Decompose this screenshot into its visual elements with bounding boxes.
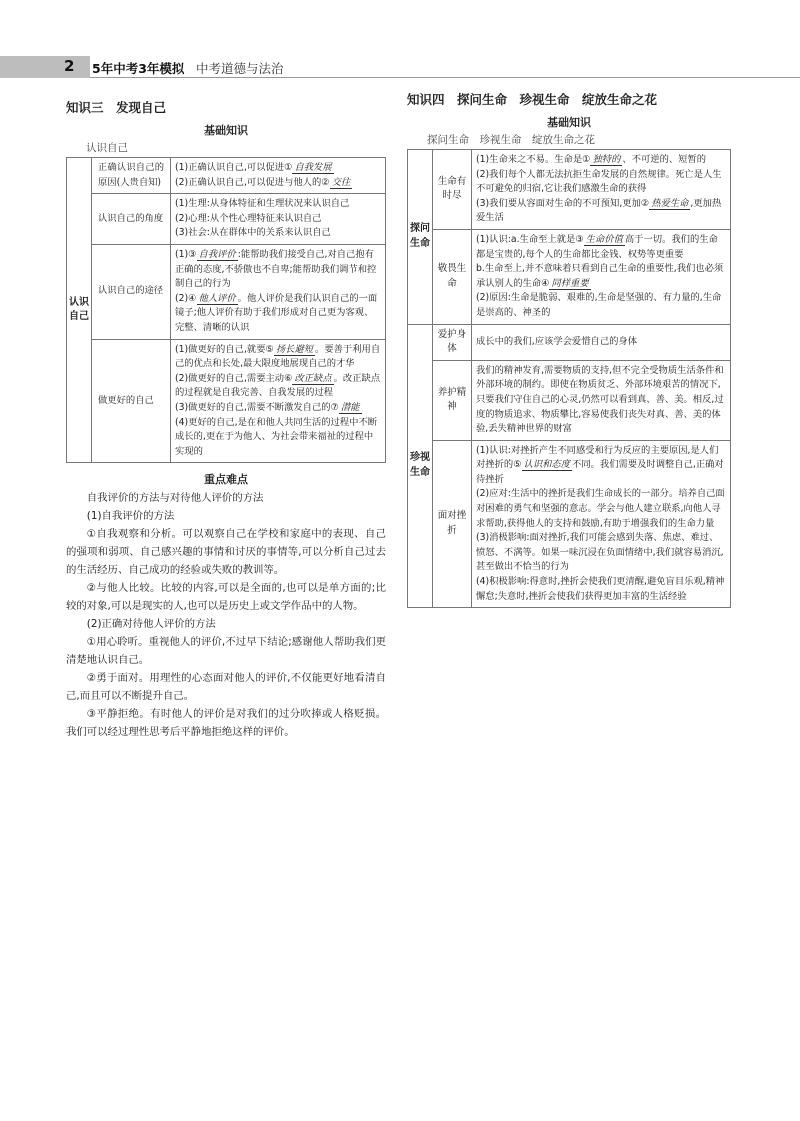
paragraph: ①自我观察和分析。可以观察自己在学校和家庭中的表现、自己的强项和弱项、自己感兴趣的事情和讨厌的事情等,可以分析自己过去的生活经历、自己成功的经验或失败的教训等。	[66, 528, 386, 577]
content-line: (1)生理:从身体特征和生理状况来认识自己	[175, 198, 350, 210]
row-label: 认识自己的途径	[92, 244, 171, 339]
paragraph: ③平静拒绝。有时他人的评价是对我们的过分吹捧或人格贬损。我们可以经过理性思考后平静地拒绝这样的评价。	[66, 708, 386, 739]
table-row	[67, 158, 386, 194]
table-row	[408, 360, 731, 440]
basic-knowledge-heading: 基础知识	[547, 116, 591, 129]
row-label: 生命有时尽	[433, 150, 472, 230]
content-line: (4)更好的自己,是在和他人共同生活的过程中不断成长的,更在于为他人、为社会带来福祉的过程中实现的	[175, 416, 378, 457]
content-line: (2)正确认识自己,可以促进与他人的② 交往	[175, 176, 351, 188]
header-rule	[90, 77, 800, 78]
content-line: (2)④ 他人评价 。他人评价是我们认识自己的一面镜子;他人评价有助于我们形成对自己更为客观、完整、清晰的认识	[175, 292, 378, 333]
paragraph: ①用心聆听。重视他人的评价,不过早下结论;感谢他人帮助我们更清楚地认识自己。	[66, 636, 386, 667]
table-row	[67, 339, 386, 463]
content-line: (1)做更好的自己,就要⑤ 扬长避短 。要善于利用自己的优点和长处,最大限度地展现自己的才华	[175, 343, 381, 370]
group-label: 探问生命	[408, 150, 433, 325]
answer-blank: 同样重要	[551, 277, 589, 289]
content-line: (1)正确认识自己,可以促进① 自我发展	[175, 162, 332, 173]
table-row	[408, 150, 731, 230]
row-content	[472, 324, 731, 360]
row-content	[472, 440, 731, 608]
basic-knowledge-heading: 基础知识	[204, 124, 248, 137]
answer-blank: 生命价值	[585, 233, 623, 245]
topic-trail: 认识自己	[86, 142, 128, 154]
answer-blank: 热爱生命	[651, 197, 689, 209]
row-label: 正确认识自己的原因(人贵自知)	[92, 158, 171, 194]
content-line: (2)应对:生活中的挫折是我们生命成长的一部分。培养自己面对困难的勇气和坚强的意志。学会与他人建立联系,向他人寻求帮助,获得他人的支持和鼓励,有助于增强我们的生命力量	[476, 488, 725, 529]
header-bar	[0, 56, 90, 78]
content-line: (4)积极影响:得意时,挫折会使我们更清醒,避免盲目乐观,精神懈怠;失意时,挫折会使我们获得更加丰富的生活经验	[476, 576, 725, 602]
row-label: 敬畏生命	[433, 229, 472, 324]
answer-blank: 他人评价	[198, 292, 236, 304]
right-column	[407, 90, 731, 608]
content-line: 我们的精神发育,需要物质的支持,但不完全受物质生活条件和外部环境的制约。即使在物质贫乏、外部环境艰苦的情况下,只要我们守住自己的心灵,仍然可以看到真、善、美。相反,过度的物质追求、物质攀比,容易使我们丧失对真、善、美的体验,丢失精神世界的财富	[476, 364, 724, 435]
row-label: 爱护身体	[433, 324, 472, 360]
table-row	[67, 194, 386, 245]
group-label: 珍视生命	[408, 324, 433, 608]
row-content	[171, 158, 386, 194]
answer-blank: 独特的	[592, 154, 621, 165]
section-title: 知识三 发现自己	[66, 100, 167, 115]
page-header	[0, 56, 800, 78]
left-column	[66, 98, 386, 741]
row-label: 认识自己的角度	[92, 194, 171, 245]
row-label: 面对挫折	[433, 440, 472, 608]
row-label: 做更好的自己	[92, 339, 171, 463]
book-subject: 中考道德与法治	[196, 61, 284, 76]
content-line: (1)认识:对挫折产生不同感受和行为反应的主要原因,是人们对挫折的⑤ 认识和态度 不同。我们需要及时调整自己,正确对待挫折	[476, 444, 724, 485]
book-brand: 5年中考3年模拟	[92, 61, 185, 76]
content-line: (2)我们每个人都无法抗拒生命发展的自然规律。死亡是人生不可避免的归宿,它让我们感激生命的获得	[476, 168, 722, 195]
key-points-body	[66, 489, 386, 741]
table-row	[408, 440, 731, 608]
row-content	[472, 229, 731, 324]
paragraph: ②与他人比较。比较的内容,可以是全面的,也可以是单方面的;比较的对象,可以是现实的人,也可以是历史上或文学作品中的人物。	[66, 582, 386, 613]
content-line: (3)我们要从容面对生命的不可预知,更加② 热爱生命 ,更加热爱生活	[476, 197, 722, 224]
content-line: (1)生命来之不易。生命是① 独特的 、不可逆的、短暂的	[476, 154, 707, 165]
row-content	[472, 150, 731, 230]
content-line: (2)做更好的自己,需要主动⑥ 改正缺点 。改正缺点的过程就是自我完善、自我发展的过程	[175, 372, 381, 399]
key-points-heading: 重点难点	[204, 473, 248, 487]
paragraph: ②勇于面对。用理性的心态面对他人的评价,不仅能更好地看清自己,而且可以不断提升自己。	[66, 672, 386, 703]
answer-blank: 自我发展	[294, 162, 332, 173]
answer-blank: 扬长避短	[275, 343, 314, 355]
knowledge-table	[66, 157, 386, 463]
table-row	[67, 244, 386, 339]
row-content	[171, 194, 386, 245]
group-label: 认识自己	[67, 158, 92, 463]
knowledge-table	[407, 149, 731, 608]
row-content	[171, 339, 386, 463]
content-line: b.生命至上,并不意味着只看到自己生命的重要性,我们也必须承认别人的生命④ 同样重要	[476, 263, 724, 289]
section-title: 知识四 探问生命 珍视生命 绽放生命之花	[407, 92, 658, 107]
paragraph: (2)正确对待他人评价的方法	[86, 618, 216, 631]
content-line: (3)消极影响:面对挫折,我们可能会感到失落、焦虑、难过、愤怒、不满等。如果一味沉浸在负面情绪中,我们就容易消沉,甚至做出不恰当的行为	[476, 532, 724, 573]
content-line: (2)原因:生命是脆弱、艰难的,生命是坚强的、有力量的,生命是崇高的、神圣的	[476, 292, 722, 318]
page-number: 2	[64, 57, 75, 75]
answer-blank: 自我评价	[198, 248, 236, 260]
paragraph: 自我评价的方法与对待他人评价的方法	[86, 492, 264, 505]
content-line: 成长中的我们,应该学会爱惜自己的身体	[476, 335, 638, 347]
paragraph: (1)自我评价的方法	[86, 510, 175, 523]
answer-blank: 交往	[331, 176, 351, 188]
answer-blank: 改正缺点	[294, 372, 332, 384]
row-content	[171, 244, 386, 339]
content-line: (3)做更好的自己,需要不断激发自己的⑦ 潜能	[175, 401, 360, 413]
table-row	[408, 324, 731, 360]
content-line: (2)心理:从个性心理特征来认识自己	[175, 212, 322, 224]
answer-blank: 潜能	[340, 401, 360, 413]
content-line: (1)认识:a.生命至上就是③ 生命价值 高于一切。我们的生命都是宝贵的,每个人的生命都比金钱、权势等更重要	[476, 233, 718, 260]
table-row	[408, 229, 731, 324]
content-line: (3)社会:从在群体中的关系来认识自己	[175, 227, 331, 239]
content-line: (1)③ 自我评价 :能帮助我们接受自己,对自己抱有正确的态度,不骄傲也不自卑;能帮助我们调节和控制自己的行为	[175, 248, 377, 290]
topic-trail: 探问生命 珍视生命 绽放生命之花	[427, 134, 595, 146]
row-content	[472, 360, 731, 440]
answer-blank: 认识和态度	[523, 459, 571, 471]
row-label: 养护精神	[433, 360, 472, 440]
